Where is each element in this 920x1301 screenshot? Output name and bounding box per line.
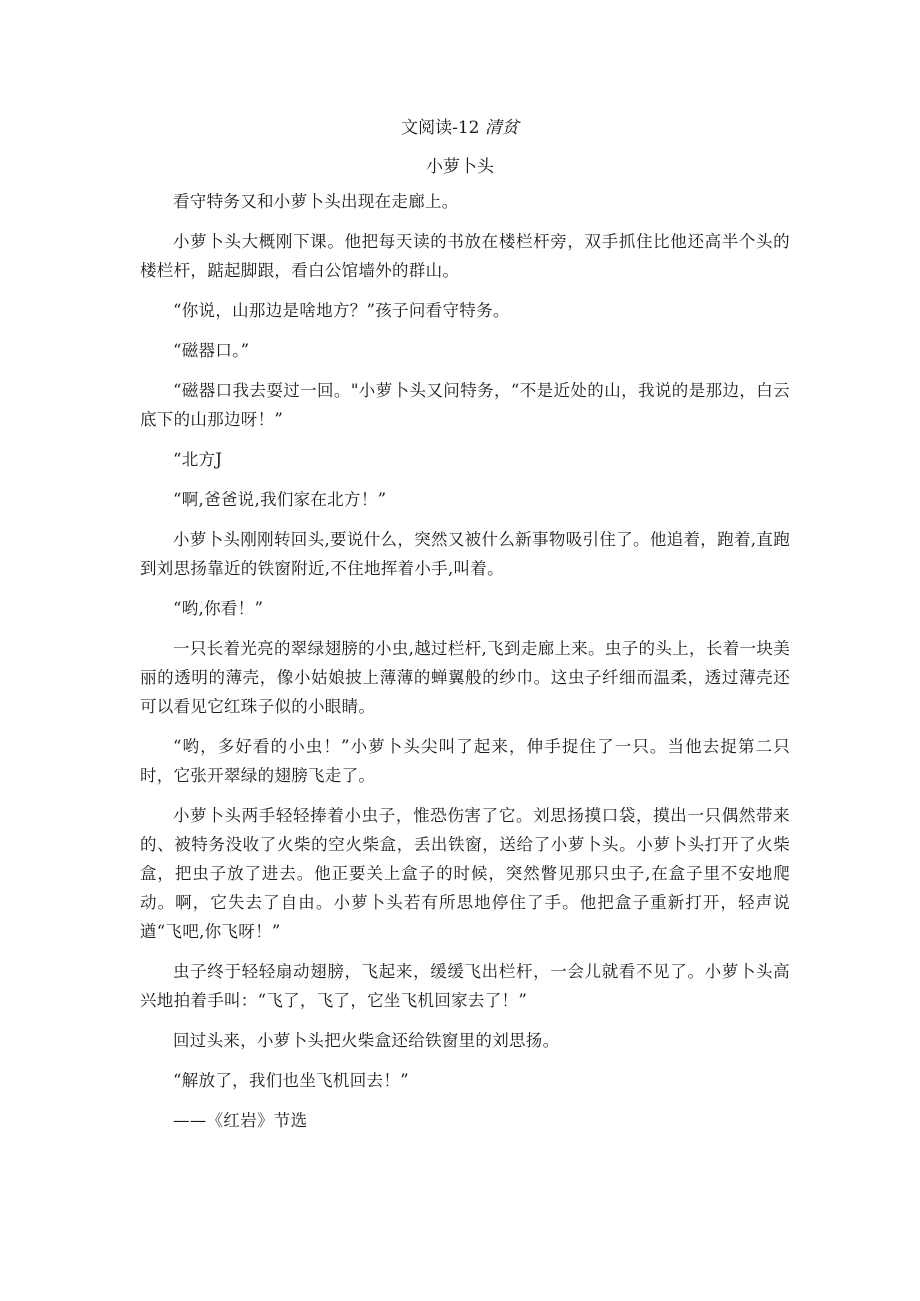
paragraph-10: 一只长着光亮的翠绿翅膀的小虫,越过栏杆,飞到走廊上来。虫子的头上，长着一块美丽的透明的薄壳，像小姑娘披上薄薄的蝉翼般的纱巾。这虫子纤细而温柔，透过薄壳还可以看见它红珠子似的小眼睛。	[140, 639, 790, 716]
header-prefix: 文阅读-12	[401, 118, 485, 138]
paragraph-3: “你说，山那边是啥地方？”孩子问看守特务。	[173, 301, 510, 320]
paragraph-2: 小萝卜头大概刚下课。他把每天读的书放在楼栏杆旁，双手抓住比他还高半个头的楼栏杆，踮起脚跟，看白公馆墙外的群山。	[140, 232, 790, 280]
paragraph-13: 虫子终于轻轻扇动翅膀，飞起来，缓缓飞出栏杆，一会儿就看不见了。小萝卜头高兴地拍着手叫：“飞了，飞了，它坐飞机回家去了！”	[140, 962, 790, 1010]
document-header	[0, 116, 920, 140]
paragraph-1: 看守特务又和小萝卜头出现在走廊上。	[173, 192, 459, 211]
source-citation: ——《红岩》节选	[173, 1111, 308, 1130]
paragraph-9: “哟,你看！”	[173, 599, 264, 618]
paragraph-15: “解放了，我们也坐飞机回去！”	[173, 1071, 409, 1090]
paragraph-7: “啊,爸爸说,我们家在北方！”	[173, 490, 387, 509]
passage-title: 小萝卜头	[426, 157, 494, 177]
paragraph-11: “哟，多好看的小虫！”小萝卜头尖叫了起来，伸手捉住了一只。当他去捉第二只时，它张开翠绿的翅膀飞走了。	[140, 737, 790, 785]
paragraph-4: “磁器口。”	[173, 341, 250, 360]
paragraph-5: “磁器口我去耍过一回。"小萝卜头又问特务，“不是近处的山，我说的是那边，白云底下的山那边呀！”	[140, 381, 790, 429]
passage-body	[140, 187, 790, 1135]
paragraph-14: 回过头来，小萝卜头把火柴盒还给铁窗里的刘思扬。	[173, 1031, 560, 1050]
paragraph-6: “北方J	[173, 450, 223, 469]
paragraph-12: 小萝卜头两手轻轻捧着小虫子，惟恐伤害了它。刘思扬摸口袋，摸出一只偶然带来的、被特务没收了火柴的空火柴盒，丢出铁窗，送给了小萝卜头。小萝卜头打开了火柴盒，把虫子放了进去。他正要关上盒子的时候，突然瞥见那只虫子,在盒子里不安地爬动。啊，它失去了自由。小萝卜头若有所思地停住了手。他把盒子重新打开，轻声说遒“飞吧,你飞呀！”	[140, 806, 790, 941]
paragraph-8: 小萝卜头刚刚转回头,要说什么，突然又被什么新事物吸引住了。他追着，跑着,直跑到刘思扬靠近的铁窗附近,不住地挥着小手,叫着。	[140, 530, 790, 578]
header-italic-title: 清贫	[484, 118, 519, 138]
